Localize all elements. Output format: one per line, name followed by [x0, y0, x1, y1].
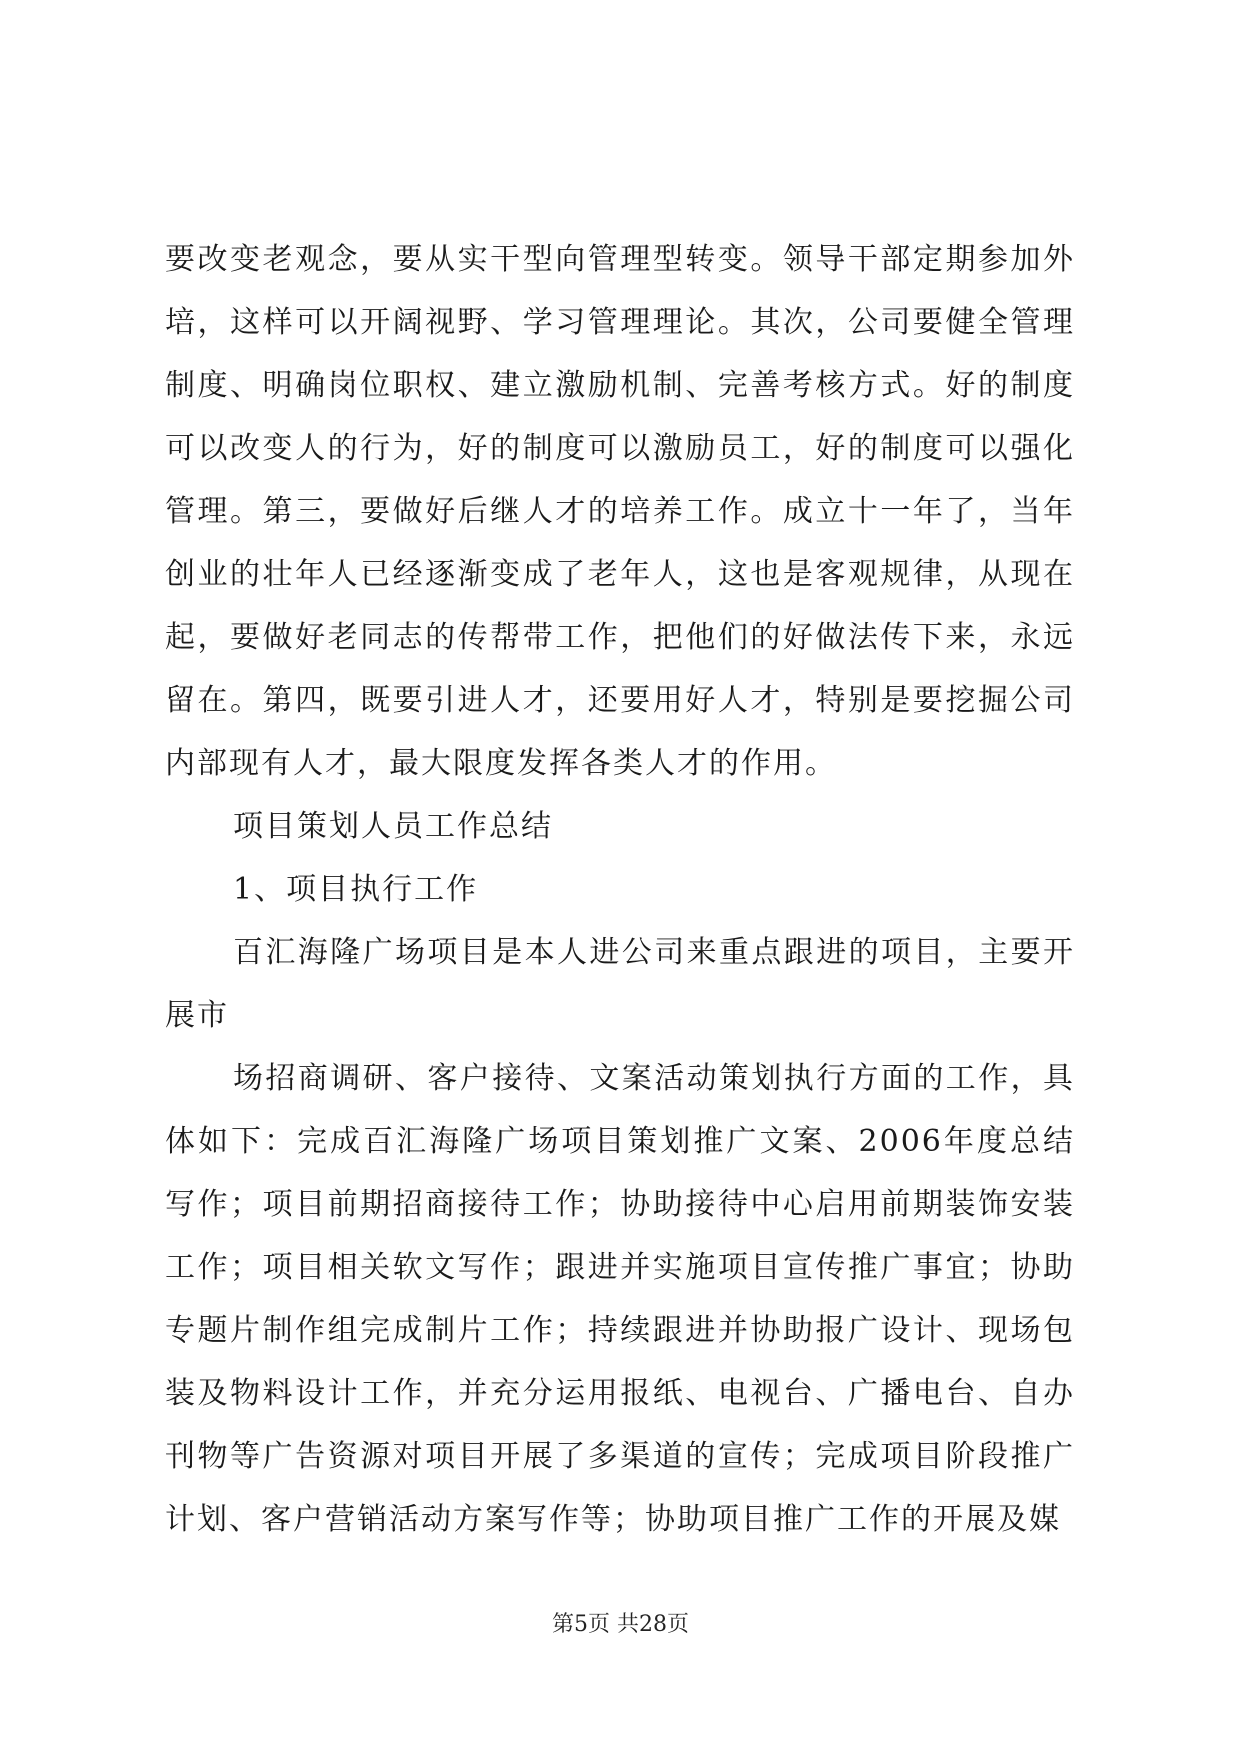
paragraph-project-intro: 百汇海隆广场项目是本人进公司来重点跟进的项目，主要开展市 [165, 935, 1075, 1033]
section-heading-project-planning-summary: 项目策划人员工作总结 [233, 809, 553, 844]
page-number-footer: 第5页 共28页 [552, 1612, 689, 1637]
paragraph-project-details: 场招商调研、客户接待、文案活动策划执行方面的工作，具体如下：完成百汇海隆广场项目策划推广文案、2006年度总结写作；项目前期招商接待工作；协助接待中心启用前期装饰安装工作；项目相关软文写作；跟进并实施项目宣传推广事宜；协助专题片制作组完成制片工作；持续跟进并协助报广设计、现场包装及物料设计工作，并充分运用报纸、电视台、广播电台、自办刊物等广告资源对项目开展了多渠道的宣传；完成项目阶段推广计划、客户营销活动方案写作等；协助项目推广工作的开展及媒 [165, 1061, 1075, 1537]
subsection-heading-project-execution: 1、项目执行工作 [233, 872, 479, 907]
paragraph-management-reform: 要改变老观念，要从实干型向管理型转变。领导干部定期参加外培，这样可以开阔视野、学习管理理论。其次，公司要健全管理制度、明确岗位职权、建立激励机制、完善考核方式。好的制度可以改变人的行为，好的制度可以激励员工，好的制度可以强化管理。第三，要做好后继人才的培养工作。成立十一年了，当年创业的壮年人已经逐渐变成了老年人，这也是客观规律，从现在起，要做好老同志的传帮带工作，把他们的好做法传下来，永远留在。第四，既要引进人才，还要用好人才，特别是要挖掘公司内部现有人才，最大限度发挥各类人才的作用。 [165, 242, 1075, 781]
document-body [165, 228, 1075, 1551]
